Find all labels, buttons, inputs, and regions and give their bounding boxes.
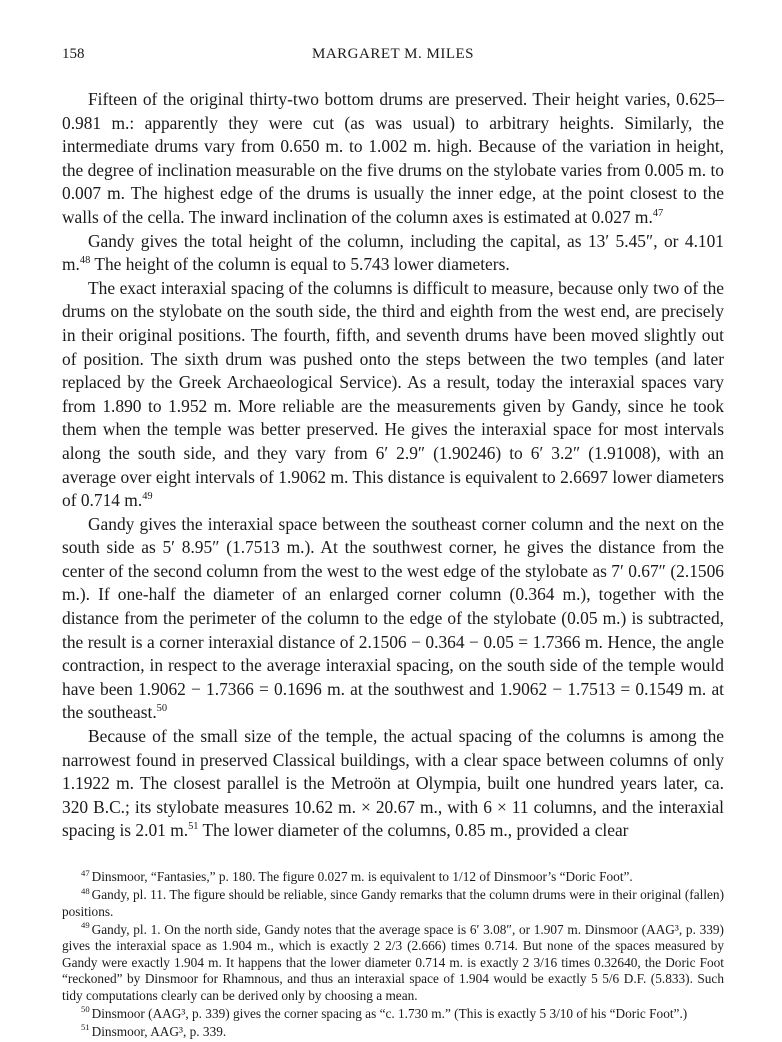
footnote-49: [62, 922, 724, 1005]
page-number: 158: [62, 46, 85, 62]
note-reference-48: 48: [79, 255, 91, 267]
footnote-48: [62, 887, 724, 920]
footnotes: [62, 869, 724, 1040]
paragraph-2: [62, 230, 724, 277]
footnote-number: 47: [81, 867, 90, 878]
paragraph-text: Fifteen of the original thirty-two bottom drums are preserved. Their height varies, 0.625–0.981 m.: apparently they were cut (as was usual) to arbitrary heights. Similarly, the intermediate drums vary from 0.650 m. to 1.002 m. high. Because of the variation in height, the degree of inclination measurable on the five drums on the stylobate varies from 0.005 m. to 0.007 m. The highest edge of the drums is usually the inner edge, at the point closest to the walls of the cella. The inward inclination of the column axes is estimated at 0.027 m.: [62, 89, 724, 227]
paragraph-text: Gandy gives the interaxial space between the southeast corner column and the next on the south side as 5′ 8.95″ (1.7513 m.). At the southwest corner, he gives the distance from the center of the second column from the west to the west edge of the stylobate as 7′ 0.67″ (2.1506 m.). If one-half the diameter of an enlarged corner column (0.364 m.), together with the distance from the perimeter of the column to the edge of the stylobate (0.05 m.) is subtracted, the result is a corner interaxial distance of 2.1506 − 0.364 − 0.05 = 1.7366 m. Hence, the angle contraction, in respect to the average interaxial spacing, on the south side of the temple would have been 1.9062 − 1.7366 = 0.1696 m. at the southwest and 1.9062 − 1.7513 = 0.1549 m. at the southeast.: [62, 513, 724, 723]
footnote-51: [62, 1024, 724, 1041]
page-header: [62, 46, 724, 68]
paragraph-text-continued: The height of the column is equal to 5.743 lower diameters.: [90, 254, 510, 275]
paragraph-5: [62, 725, 724, 843]
paragraph-text: Because of the small size of the temple, the actual spacing of the columns is among the narrowest found in preserved Classical buildings, with a clear space between columns of only 1.1922 m. The closest parallel is the Metroön at Olympia, built one hundred years later, ca. 320 B.C.; its stylobate measures 10.62 m. × 20.67 m., with 6 × 11 columns, and the interaxial spacing is 2.01 m.: [62, 726, 724, 841]
footnote-text: Dinsmoor (AAG³, p. 339) gives the corner spacing as “c. 1.730 m.” (This is exactly 5 3/10 of his “Doric Foot”.): [91, 1005, 688, 1021]
page: [62, 46, 724, 1042]
footnote-text: Gandy, pl. 1. On the north side, Gandy notes that the average space is 6′ 3.08″, or 1.907 m. Dinsmoor (AAG³, p. 339) gives the interaxial space as 1.904 m., which is exactly 2 2/3 (2.666) times 0.714. But none of the spaces measured by Gandy were exactly 1.904 m. It happens that the lower diameter 0.714 m. is exactly 2 3/16 times 0.32640, the Doric Foot “reckoned” by Dinsmoor for Rhamnous, and thus an interaxial space of 1.904 would be exactly 5 5/6 D.F. (5.833). Such tidy computations clearly can be derived only by choosing a mean.: [62, 921, 724, 1003]
footnote-number: 49: [81, 920, 90, 931]
note-reference-50: 50: [156, 703, 168, 715]
note-reference-51: 51: [188, 821, 199, 833]
paragraph-1: [62, 88, 724, 230]
footnote-text: Dinsmoor, AAG³, p. 339.: [91, 1023, 227, 1039]
paragraph-text-continued: The lower diameter of the columns, 0.85 m., provided a clear: [198, 820, 629, 841]
footnote-47: [62, 869, 724, 886]
body-text: [62, 88, 724, 843]
note-reference-47: 47: [652, 208, 664, 220]
footnote-number: 51: [81, 1022, 90, 1033]
footnote-number: 50: [81, 1004, 90, 1015]
footnote-number: 48: [81, 885, 90, 896]
footnote-50: [62, 1006, 724, 1023]
paragraph-text: The exact interaxial spacing of the columns is difficult to measure, because only two of the drums on the stylobate on the south side, the third and eighth from the west end, are precisely in their original positions. The fourth, fifth, and seventh drums have been moved slightly out of position. The sixth drum was pushed onto the steps between the two temples (and later replaced by the Greek Archaeological Service). As a result, today the interaxial spaces vary from 1.890 to 1.952 m. More reliable are the measurements given by Gandy, since he took them when the temple was better preserved. He gives the interaxial space for most intervals along the south side, and they vary from 6′ 2.9″ (1.90246) to 6′ 3.2″ (1.91008), with an average over eight intervals of 1.9062 m. This distance is equivalent to 2.6697 lower diameters of 0.714 m.: [62, 277, 724, 511]
footnote-text: Dinsmoor, “Fantasies,” p. 180. The figure 0.027 m. is equivalent to 1/12 of Dinsmoor’s “Doric Foot”.: [91, 869, 633, 884]
paragraph-4: [62, 513, 724, 725]
note-reference-49: 49: [142, 491, 153, 503]
running-head: MARGARET M. MILES: [312, 46, 474, 62]
paragraph-3: [62, 277, 724, 513]
footnote-text: Gandy, pl. 11. The figure should be reliable, since Gandy remarks that the column drums were in their original (fallen) positions.: [62, 887, 724, 919]
paragraph-text: Gandy gives the total height of the column, including the capital, as 13′ 5.45″, or 4.101 m.: [62, 230, 724, 275]
